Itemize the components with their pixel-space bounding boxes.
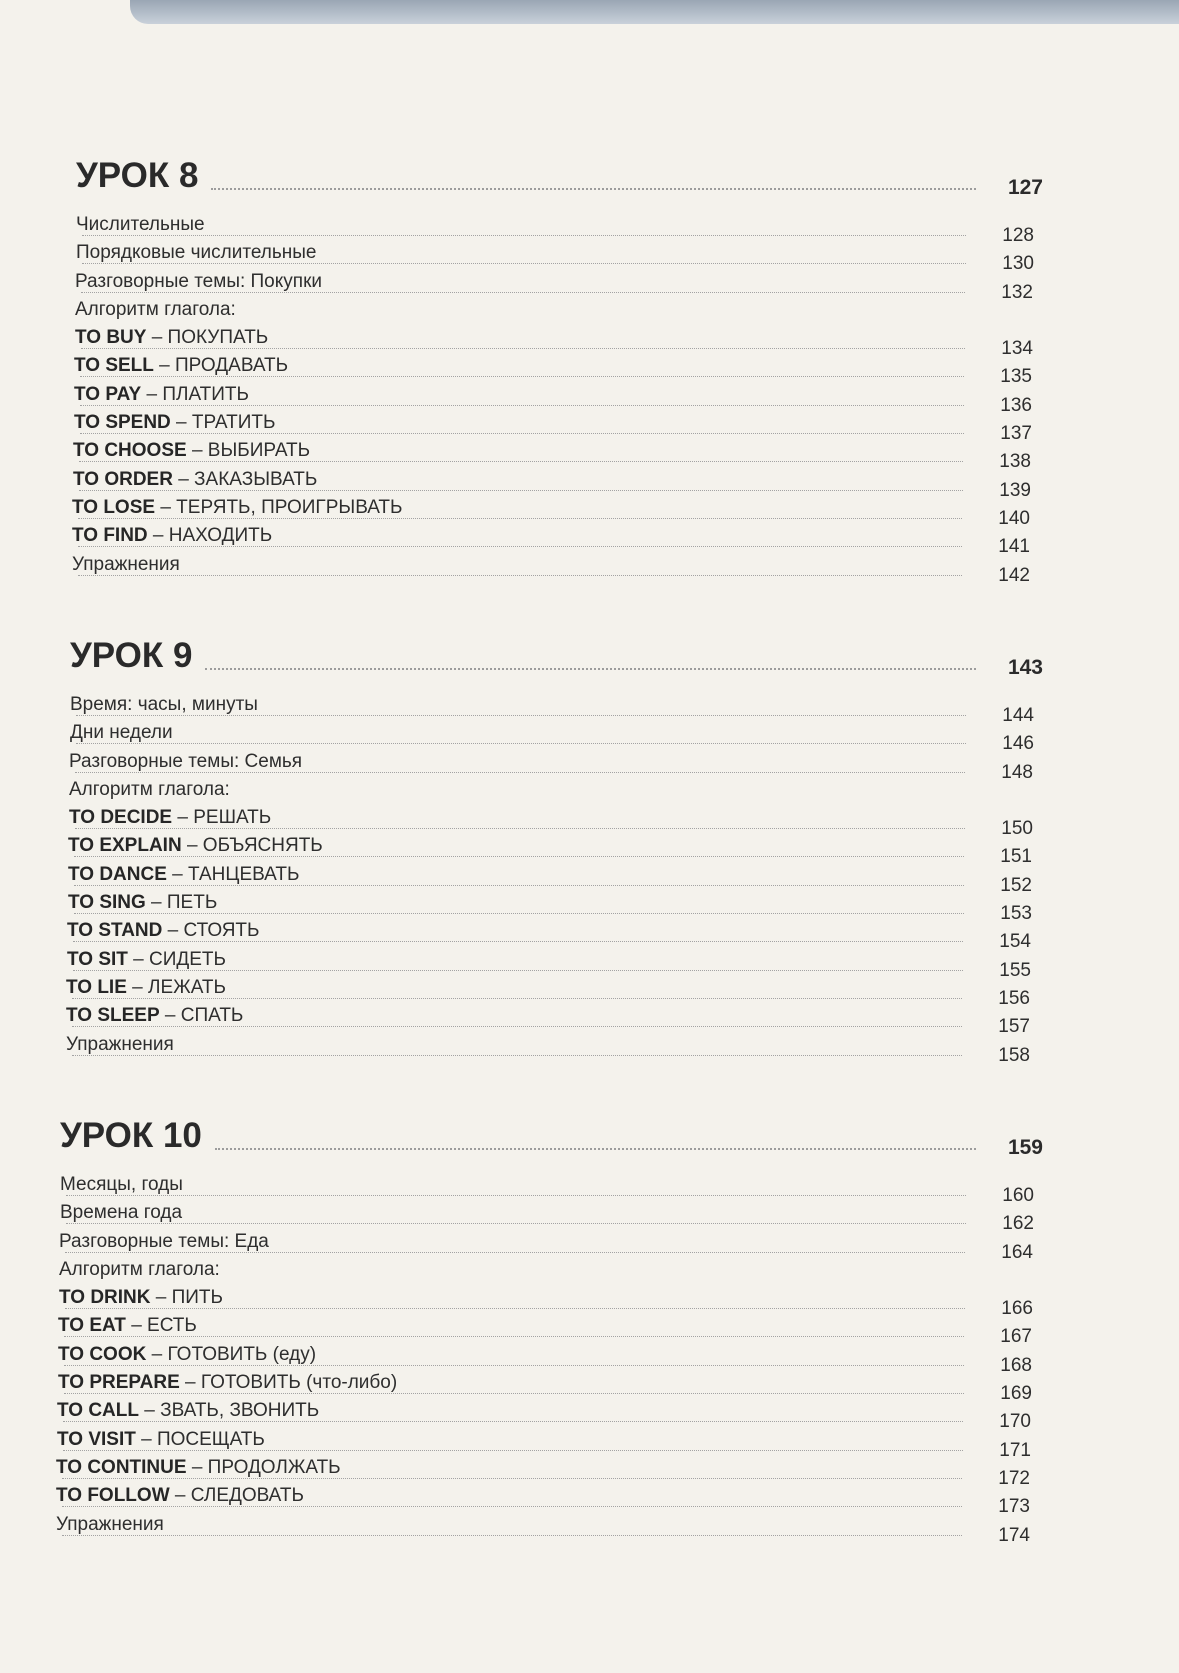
dot-leader — [65, 1252, 965, 1253]
entry-label — [57, 1400, 319, 1422]
entry-label — [56, 1457, 341, 1479]
dot-leader — [80, 433, 964, 434]
topic-entry — [0, 212, 1179, 246]
verb-translation: – ОБЪЯСНЯТЬ — [181, 835, 323, 857]
entry-label: Алгоритм глагола: — [75, 298, 236, 320]
entry-label: Упражнения — [66, 1033, 174, 1055]
verb-translation: – ПЛАТИТЬ — [141, 383, 250, 405]
dot-leader — [72, 1026, 962, 1027]
entry-label — [69, 807, 271, 829]
verb-translation: – ЗАКАЗЫВАТЬ — [172, 468, 318, 490]
topic-entry — [0, 749, 1179, 783]
entry-label: Упражнения — [72, 553, 180, 575]
entry-label — [58, 1315, 197, 1337]
entry-page-number: 142 — [998, 564, 1030, 586]
verb-infinitive: TO SIT — [67, 948, 128, 970]
topic-entry — [0, 240, 1179, 275]
entry-page-number: 173 — [998, 1496, 1030, 1518]
verb-translation: – ПЕТЬ — [145, 892, 218, 914]
lesson-title: УРОК 8 — [76, 156, 199, 195]
verb-entry — [0, 918, 1179, 953]
dot-leader — [205, 668, 976, 670]
verb-translation: – ГОТОВИТЬ (что-либо) — [179, 1372, 398, 1394]
verb-infinitive: TO CALL — [57, 1400, 139, 1422]
dot-leader — [62, 1478, 962, 1479]
dot-leader — [78, 546, 962, 547]
dot-leader — [63, 1450, 963, 1451]
verb-translation: – НАХОДИТЬ — [147, 525, 273, 547]
verb-translation: – ВЫБИРАТЬ — [186, 440, 311, 462]
entry-label: Разговорные темы: Еда — [59, 1230, 269, 1252]
verb-infinitive: TO FIND — [72, 525, 148, 547]
dot-leader — [76, 743, 966, 744]
verb-entry — [0, 325, 1179, 360]
entry-label — [68, 892, 217, 914]
verb-infinitive: TO PAY — [74, 383, 142, 405]
lesson-page-number: 143 — [1007, 656, 1043, 679]
entry-label — [59, 1287, 223, 1309]
verb-translation: – ТАНЦЕВАТЬ — [166, 863, 300, 885]
entry-page-number: 151 — [1000, 846, 1032, 868]
verb-translation: – ГОТОВИТЬ (еду) — [146, 1343, 317, 1365]
dot-leader — [65, 1308, 965, 1309]
verb-entry — [0, 410, 1179, 445]
entry-label — [58, 1372, 397, 1394]
dot-leader — [82, 235, 966, 236]
verb-entry — [0, 1313, 1179, 1348]
verb-infinitive: TO SING — [68, 892, 146, 914]
verb-infinitive: TO PREPARE — [58, 1372, 180, 1394]
verb-translation: – СТОЯТЬ — [162, 920, 260, 942]
verb-infinitive: TO CONTINUE — [56, 1456, 187, 1478]
dot-leader — [64, 1393, 964, 1394]
topic-entry — [0, 1200, 1179, 1235]
dot-leader — [74, 856, 964, 857]
verb-entry — [0, 1483, 1179, 1518]
entry-page-number: 144 — [1002, 705, 1034, 726]
entry-page-number: 148 — [1001, 761, 1033, 783]
verb-translation: – ТРАТИТЬ — [170, 412, 276, 434]
entry-page-number: 138 — [999, 451, 1031, 473]
entry-page-number: 167 — [1000, 1326, 1032, 1348]
lesson-page-number: 159 — [1007, 1136, 1043, 1159]
dot-leader — [79, 461, 963, 462]
lesson-section — [0, 1108, 1179, 1546]
topic-entry — [0, 1172, 1179, 1206]
entry-page-number: 162 — [1002, 1213, 1034, 1235]
verb-translation: – ПРОДОЛЖАТЬ — [186, 1456, 341, 1478]
verb-entry — [0, 495, 1179, 529]
entry-label: Разговорные темы: Покупки — [75, 270, 322, 292]
verb-infinitive: TO STAND — [67, 920, 163, 942]
entry-label — [73, 469, 317, 491]
entry-label — [56, 1485, 304, 1507]
entry-label: Время: часы, минуты — [70, 694, 258, 715]
entry-page-number: 137 — [1000, 423, 1032, 445]
entry-label — [72, 525, 272, 547]
dot-leader — [74, 913, 964, 914]
entry-label — [67, 949, 226, 971]
topic-entry — [0, 1512, 1179, 1546]
dot-leader — [72, 1055, 962, 1056]
verb-entry — [0, 862, 1179, 896]
dot-leader — [80, 405, 964, 406]
dot-leader — [75, 828, 965, 829]
dot-leader — [211, 188, 976, 190]
verb-infinitive: TO DANCE — [68, 863, 167, 885]
verb-infinitive: TO SLEEP — [66, 1005, 160, 1027]
lesson-heading — [0, 1108, 1179, 1160]
dot-leader — [78, 518, 962, 519]
entry-page-number: 174 — [998, 1524, 1030, 1546]
entry-label — [66, 1005, 243, 1027]
verb-infinitive: TO SELL — [74, 355, 154, 377]
verb-translation: – СИДЕТЬ — [127, 948, 227, 970]
entry-page-number: 155 — [999, 959, 1031, 981]
topic-entry — [0, 692, 1179, 726]
topic-entry — [0, 297, 1179, 325]
verb-entry — [0, 1285, 1179, 1320]
verb-infinitive: TO SPEND — [74, 412, 171, 434]
verb-entry — [0, 353, 1179, 388]
entry-page-number: 166 — [1001, 1298, 1033, 1320]
entry-label — [57, 1429, 265, 1451]
lesson-title: УРОК 10 — [60, 1116, 202, 1155]
dot-leader — [66, 1223, 966, 1224]
lesson-heading — [0, 148, 1179, 200]
entry-page-number: 135 — [1000, 366, 1032, 388]
entry-label — [74, 384, 249, 406]
entry-label: Порядковые числительные — [76, 242, 317, 264]
verb-translation: – ПОСЕЩАТЬ — [135, 1428, 265, 1450]
entry-label: Времена года — [60, 1202, 183, 1224]
dot-leader — [62, 1535, 962, 1536]
lesson-section — [0, 148, 1179, 586]
verb-infinitive: TO EXPLAIN — [68, 835, 182, 857]
entry-page-number: 140 — [998, 507, 1030, 529]
dot-leader — [79, 490, 963, 491]
entry-label — [72, 497, 403, 519]
dot-leader — [73, 970, 963, 971]
verb-infinitive: TO FOLLOW — [56, 1485, 170, 1507]
entry-page-number: 150 — [1001, 818, 1033, 840]
entry-page-number: 171 — [999, 1439, 1031, 1461]
dot-leader — [63, 1421, 963, 1422]
dot-leader — [81, 292, 965, 293]
verb-entry — [0, 438, 1179, 473]
entry-page-number: 139 — [999, 479, 1031, 501]
verb-translation: – ПОКУПАТЬ — [146, 327, 269, 349]
lesson-section — [0, 628, 1179, 1066]
verb-entry — [0, 833, 1179, 868]
verb-translation: – СЛЕДОВАТЬ — [169, 1485, 304, 1507]
entry-page-number: 146 — [1002, 733, 1034, 755]
entry-page-number: 156 — [998, 987, 1030, 1009]
dot-leader — [81, 348, 965, 349]
dot-leader — [66, 1195, 966, 1196]
verb-entry — [0, 1003, 1179, 1038]
verb-infinitive: TO LIE — [66, 976, 127, 998]
verb-entry — [0, 890, 1179, 925]
dot-leader — [62, 1506, 962, 1507]
verb-entry — [0, 1427, 1179, 1461]
dot-leader — [72, 998, 962, 999]
dot-leader — [74, 885, 964, 886]
entry-label — [58, 1344, 316, 1366]
verb-infinitive: TO LOSE — [72, 496, 156, 518]
verb-entry — [0, 1455, 1179, 1489]
entry-page-number: 152 — [1000, 874, 1032, 896]
entry-label — [67, 920, 259, 942]
verb-entry — [0, 1370, 1179, 1405]
entry-label — [66, 977, 226, 999]
entry-label — [74, 412, 275, 434]
verb-translation: – СПАТЬ — [159, 1005, 244, 1027]
topic-entry — [0, 269, 1179, 303]
entry-label: Разговорные темы: Семья — [69, 750, 303, 772]
verb-translation: – ПРОДАВАТЬ — [153, 355, 289, 377]
entry-page-number: 141 — [998, 536, 1030, 558]
entry-page-number: 168 — [1000, 1354, 1032, 1376]
dot-leader — [78, 575, 962, 576]
verb-infinitive: TO CHOOSE — [73, 440, 187, 462]
verb-infinitive: TO COOK — [58, 1343, 147, 1365]
lesson-entries — [0, 692, 1179, 1066]
lesson-entries — [0, 212, 1179, 586]
topic-entry — [0, 720, 1179, 755]
entry-label — [68, 864, 299, 886]
verb-entry — [0, 975, 1179, 1009]
entry-page-number: 132 — [1001, 281, 1033, 303]
dot-leader — [82, 263, 966, 264]
verb-infinitive: TO BUY — [75, 327, 147, 349]
entry-label — [74, 355, 288, 377]
verb-translation: – ПИТЬ — [150, 1287, 223, 1309]
entry-label — [73, 440, 310, 462]
topic-entry — [0, 1229, 1179, 1263]
entry-page-number: 157 — [998, 1016, 1030, 1038]
verb-infinitive: TO EAT — [58, 1315, 126, 1337]
dot-leader — [76, 715, 966, 716]
topic-entry — [0, 777, 1179, 805]
dot-leader — [80, 376, 964, 377]
entry-label: Алгоритм глагола: — [59, 1258, 220, 1280]
entry-page-number: 130 — [1002, 253, 1034, 275]
topic-entry — [0, 1257, 1179, 1285]
entry-page-number: 169 — [1000, 1383, 1032, 1405]
verb-entry — [0, 523, 1179, 558]
entry-label — [75, 327, 268, 349]
topic-entry — [0, 1032, 1179, 1066]
lesson-entries — [0, 1172, 1179, 1546]
verb-entry — [0, 467, 1179, 501]
dot-leader — [215, 1148, 976, 1150]
dot-leader — [64, 1365, 964, 1366]
entry-page-number: 134 — [1001, 338, 1033, 360]
verb-infinitive: TO VISIT — [57, 1428, 136, 1450]
verb-entry — [0, 805, 1179, 840]
lesson-page-number: 127 — [1007, 176, 1043, 199]
verb-infinitive: TO DECIDE — [69, 807, 173, 829]
entry-label: Дни недели — [70, 722, 173, 744]
dot-leader — [73, 941, 963, 942]
verb-entry — [0, 382, 1179, 416]
entry-label: Месяцы, годы — [60, 1174, 183, 1195]
entry-page-number: 158 — [998, 1044, 1030, 1066]
entry-page-number: 136 — [1000, 394, 1032, 416]
entry-page-number: 160 — [1002, 1185, 1034, 1206]
verb-translation: – ЕСТЬ — [125, 1315, 197, 1337]
entry-label — [68, 835, 323, 857]
verb-translation: – РЕШАТЬ — [172, 807, 272, 829]
entry-page-number: 164 — [1001, 1241, 1033, 1263]
lesson-title: УРОК 9 — [70, 636, 193, 675]
entry-label: Числительные — [76, 214, 205, 235]
dot-leader — [64, 1336, 964, 1337]
verb-entry — [0, 1398, 1179, 1433]
dot-leader — [75, 772, 965, 773]
verb-translation: – ТЕРЯТЬ, ПРОИГРЫВАТЬ — [155, 496, 403, 518]
lesson-heading — [0, 628, 1179, 680]
verb-translation: – ЛЕЖАТЬ — [126, 976, 226, 998]
entry-page-number: 172 — [998, 1467, 1030, 1489]
verb-entry — [0, 947, 1179, 981]
entry-page-number: 170 — [999, 1411, 1031, 1433]
verb-infinitive: TO DRINK — [59, 1287, 151, 1309]
verb-infinitive: TO ORDER — [73, 468, 173, 490]
verb-translation: – ЗВАТЬ, ЗВОНИТЬ — [138, 1400, 320, 1422]
entry-label: Алгоритм глагола: — [69, 778, 230, 800]
topic-entry — [0, 552, 1179, 586]
entry-page-number: 128 — [1002, 225, 1034, 246]
entry-page-number: 154 — [999, 931, 1031, 953]
entry-page-number: 153 — [1000, 903, 1032, 925]
entry-label: Упражнения — [56, 1513, 164, 1535]
verb-entry — [0, 1342, 1179, 1376]
